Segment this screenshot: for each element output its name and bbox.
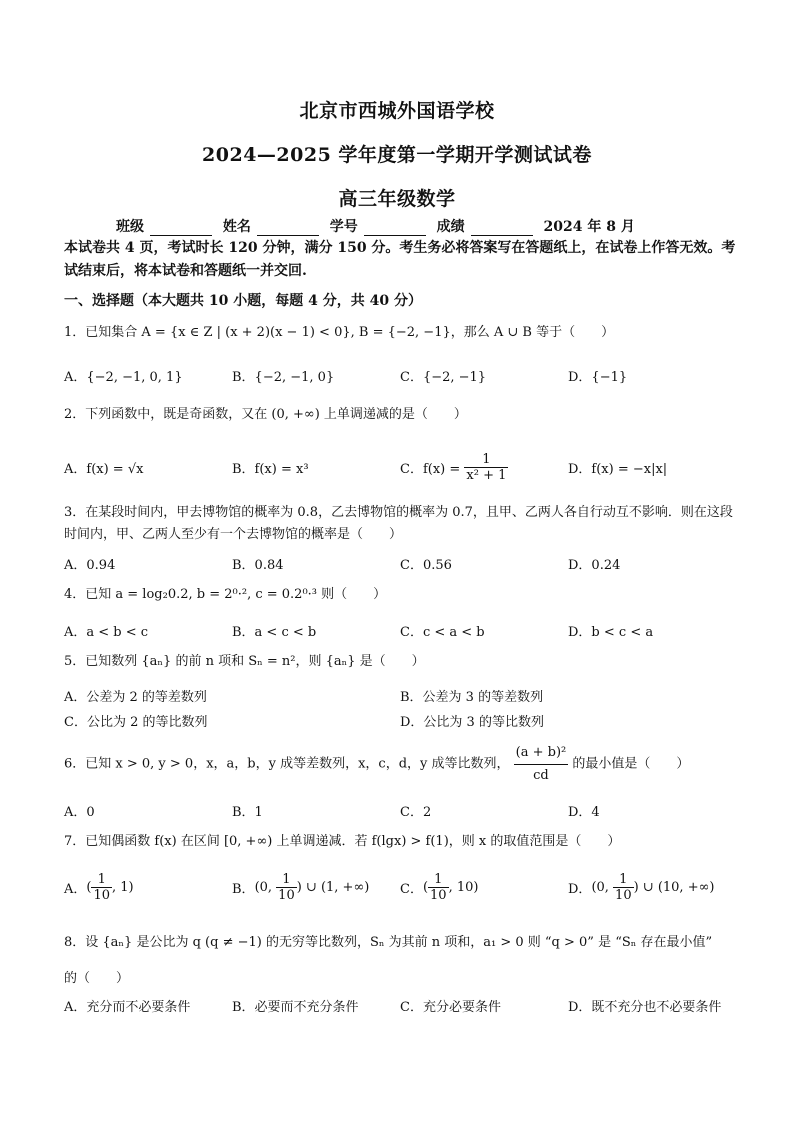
q2-option-c bbox=[400, 452, 508, 483]
q6-option-b: B．1 bbox=[232, 805, 263, 820]
q8-option-a: A．充分而不必要条件 bbox=[64, 1000, 191, 1015]
question-8-stem-continued: 的（ ） bbox=[64, 971, 130, 986]
q5-option-d: D．公比为 3 的等比数列 bbox=[400, 715, 544, 730]
q2-option-d: D．f(x) = −x|x| bbox=[568, 462, 668, 477]
question-5-stem: 5．已知数列 {aₙ} 的前 n 项和 Sₙ = n²，则 {aₙ} 是（ ） bbox=[64, 654, 425, 669]
q6-option-c: C．2 bbox=[400, 805, 432, 820]
fraction-numerator: 1 bbox=[276, 872, 297, 888]
id-blank bbox=[364, 221, 426, 236]
q2-option-c-prefix: C．f(x) = bbox=[400, 462, 461, 477]
fraction-denominator: x² + 1 bbox=[466, 468, 507, 483]
q7-d-left: (0, bbox=[591, 880, 614, 895]
q4-option-c: C．c < a < b bbox=[400, 625, 485, 640]
id-label: 学号 bbox=[329, 219, 358, 235]
fraction-denominator: 10 bbox=[278, 888, 295, 903]
q1-option-c: C．{−2, −1} bbox=[400, 370, 487, 385]
question-3-stem: 3．在某段时间内，甲去博物馆的概率为 0.8，乙去博物馆的概率为 0.7，且甲、乙两人各自行动互不影响．则在这段时间内，甲、乙两人至少有一个去博物馆的概率是（ ） bbox=[64, 505, 733, 542]
q7-a-left: ( bbox=[86, 880, 92, 895]
q6-fraction bbox=[514, 742, 569, 787]
q7-option-a bbox=[64, 872, 134, 903]
q7-a-right: , 1) bbox=[112, 880, 134, 895]
q7-c-fraction bbox=[428, 872, 449, 903]
q7-b-right: ) ∪ (1, +∞) bbox=[296, 880, 370, 895]
q4-option-a: A．a < b < c bbox=[64, 625, 149, 640]
class-blank bbox=[150, 221, 212, 236]
q5-option-a: A．公差为 2 的等差数列 bbox=[64, 690, 207, 705]
q4-option-d: D．b < c < a bbox=[568, 625, 654, 640]
q7-option-d-label: D． bbox=[568, 882, 592, 897]
q7-c-left: ( bbox=[422, 880, 429, 895]
q7-option-d bbox=[568, 872, 715, 903]
question-7-stem: 7．已知偶函数 f(x) 在区间 [0, +∞) 上单调递减．若 f(lgx) > f(1)，则 x 的取值范围是（ ） bbox=[64, 834, 621, 849]
q6-option-d: D．4 bbox=[568, 805, 600, 820]
fraction-denominator: cd bbox=[533, 768, 549, 783]
q3-option-b: B．0.84 bbox=[232, 558, 284, 573]
q1-option-d: D．{−1} bbox=[568, 370, 628, 385]
fraction-denominator: 10 bbox=[430, 888, 447, 903]
q6-stem-post: 的最小值是（ ） bbox=[572, 756, 690, 772]
q2-option-a: A．f(x) = √x bbox=[64, 462, 144, 477]
question-8-stem: 8．设 {aₙ} 是公比为 q (q ≠ −1) 的无穷等比数列，Sₙ 为其前 n 项和，a₁ > 0 则 “q > 0” 是 “Sₙ 存在最小值” bbox=[64, 935, 713, 950]
q3-option-d: D．0.24 bbox=[568, 558, 621, 573]
class-label: 班级 bbox=[116, 219, 144, 235]
q7-c-right: , 10) bbox=[448, 880, 479, 895]
question-1-stem: 1．已知集合 A = {x ∈ Z | (x + 2)(x − 1) < 0}, B = {−2, −1}，那么 A ∪ B 等于（ ） bbox=[64, 325, 615, 340]
q5-option-b: B．公差为 3 的等差数列 bbox=[400, 690, 544, 705]
q1-option-b: B．{−2, −1, 0} bbox=[232, 370, 335, 385]
subject-title: 高三年级数学 bbox=[338, 188, 456, 210]
section-title: 一、选择题（本大题共 10 小题，每题 4 分，共 40 分） bbox=[64, 293, 422, 309]
exam-title: 2024—2025 学年度第一学期开学测试试卷 bbox=[202, 144, 592, 166]
fraction-numerator: 1 bbox=[464, 452, 508, 468]
exam-date: 2024 年 8 月 bbox=[543, 219, 635, 235]
q3-option-a: A．0.94 bbox=[64, 558, 116, 573]
q7-option-c bbox=[400, 872, 478, 903]
q5-option-c: C．公比为 2 的等比数列 bbox=[64, 715, 208, 730]
q8-option-b: B．必要而不充分条件 bbox=[232, 1000, 359, 1015]
q6-option-a: A．0 bbox=[64, 805, 95, 820]
question-6-stem bbox=[64, 742, 744, 787]
fraction-numerator: 1 bbox=[91, 872, 112, 888]
q7-option-b-label: B． bbox=[232, 882, 255, 897]
fraction-numerator: (a + b)² bbox=[514, 742, 569, 765]
score-label: 成绩 bbox=[436, 219, 465, 235]
q7-d-right: ) ∪ (10, +∞) bbox=[633, 880, 715, 895]
q7-option-b bbox=[232, 872, 369, 903]
q7-b-left: (0, bbox=[254, 880, 277, 895]
q7-b-fraction bbox=[276, 872, 297, 903]
school-name: 北京市西城外国语学校 bbox=[299, 100, 495, 122]
fraction-numerator: 1 bbox=[428, 872, 449, 888]
fraction-denominator: 10 bbox=[615, 888, 632, 903]
question-4-stem: 4．已知 a = log₂0.2, b = 2⁰·², c = 0.2⁰·³ 则（ ） bbox=[64, 587, 387, 602]
exam-notice: 本试卷共 4 页，考试时长 120 分钟，满分 150 分。考生务必将答案写在答题纸上，在试卷上作答无效。考试结束后，将本试卷和答题纸一并交回. bbox=[64, 240, 736, 279]
q2-option-c-fraction bbox=[464, 452, 508, 483]
q6-stem-pre: 6．已知 x > 0, y > 0，x，a，b，y 成等差数列，x，c，d，y 成等比数列， bbox=[64, 756, 510, 772]
q8-option-c: C．充分必要条件 bbox=[400, 1000, 501, 1015]
question-2-stem: 2．下列函数中，既是奇函数，又在 (0, +∞) 上单调递减的是（ ） bbox=[64, 407, 467, 422]
q3-option-c: C．0.56 bbox=[400, 558, 452, 573]
student-info-line bbox=[116, 216, 639, 236]
q8-option-d: D．既不充分也不必要条件 bbox=[568, 1000, 722, 1015]
q7-option-c-label: C． bbox=[400, 882, 423, 897]
fraction-denominator: 10 bbox=[93, 888, 111, 903]
q7-d-fraction bbox=[613, 872, 634, 903]
q7-a-fraction bbox=[91, 872, 112, 903]
q2-option-b: B．f(x) = x³ bbox=[232, 462, 309, 477]
name-label: 姓名 bbox=[222, 219, 251, 235]
score-blank bbox=[471, 221, 533, 236]
name-blank bbox=[257, 221, 319, 236]
q1-option-a: A．{−2, −1, 0, 1} bbox=[64, 370, 183, 385]
q7-option-a-label: A． bbox=[64, 882, 87, 897]
q4-option-b: B．a < c < b bbox=[232, 625, 317, 640]
fraction-numerator: 1 bbox=[613, 872, 634, 888]
